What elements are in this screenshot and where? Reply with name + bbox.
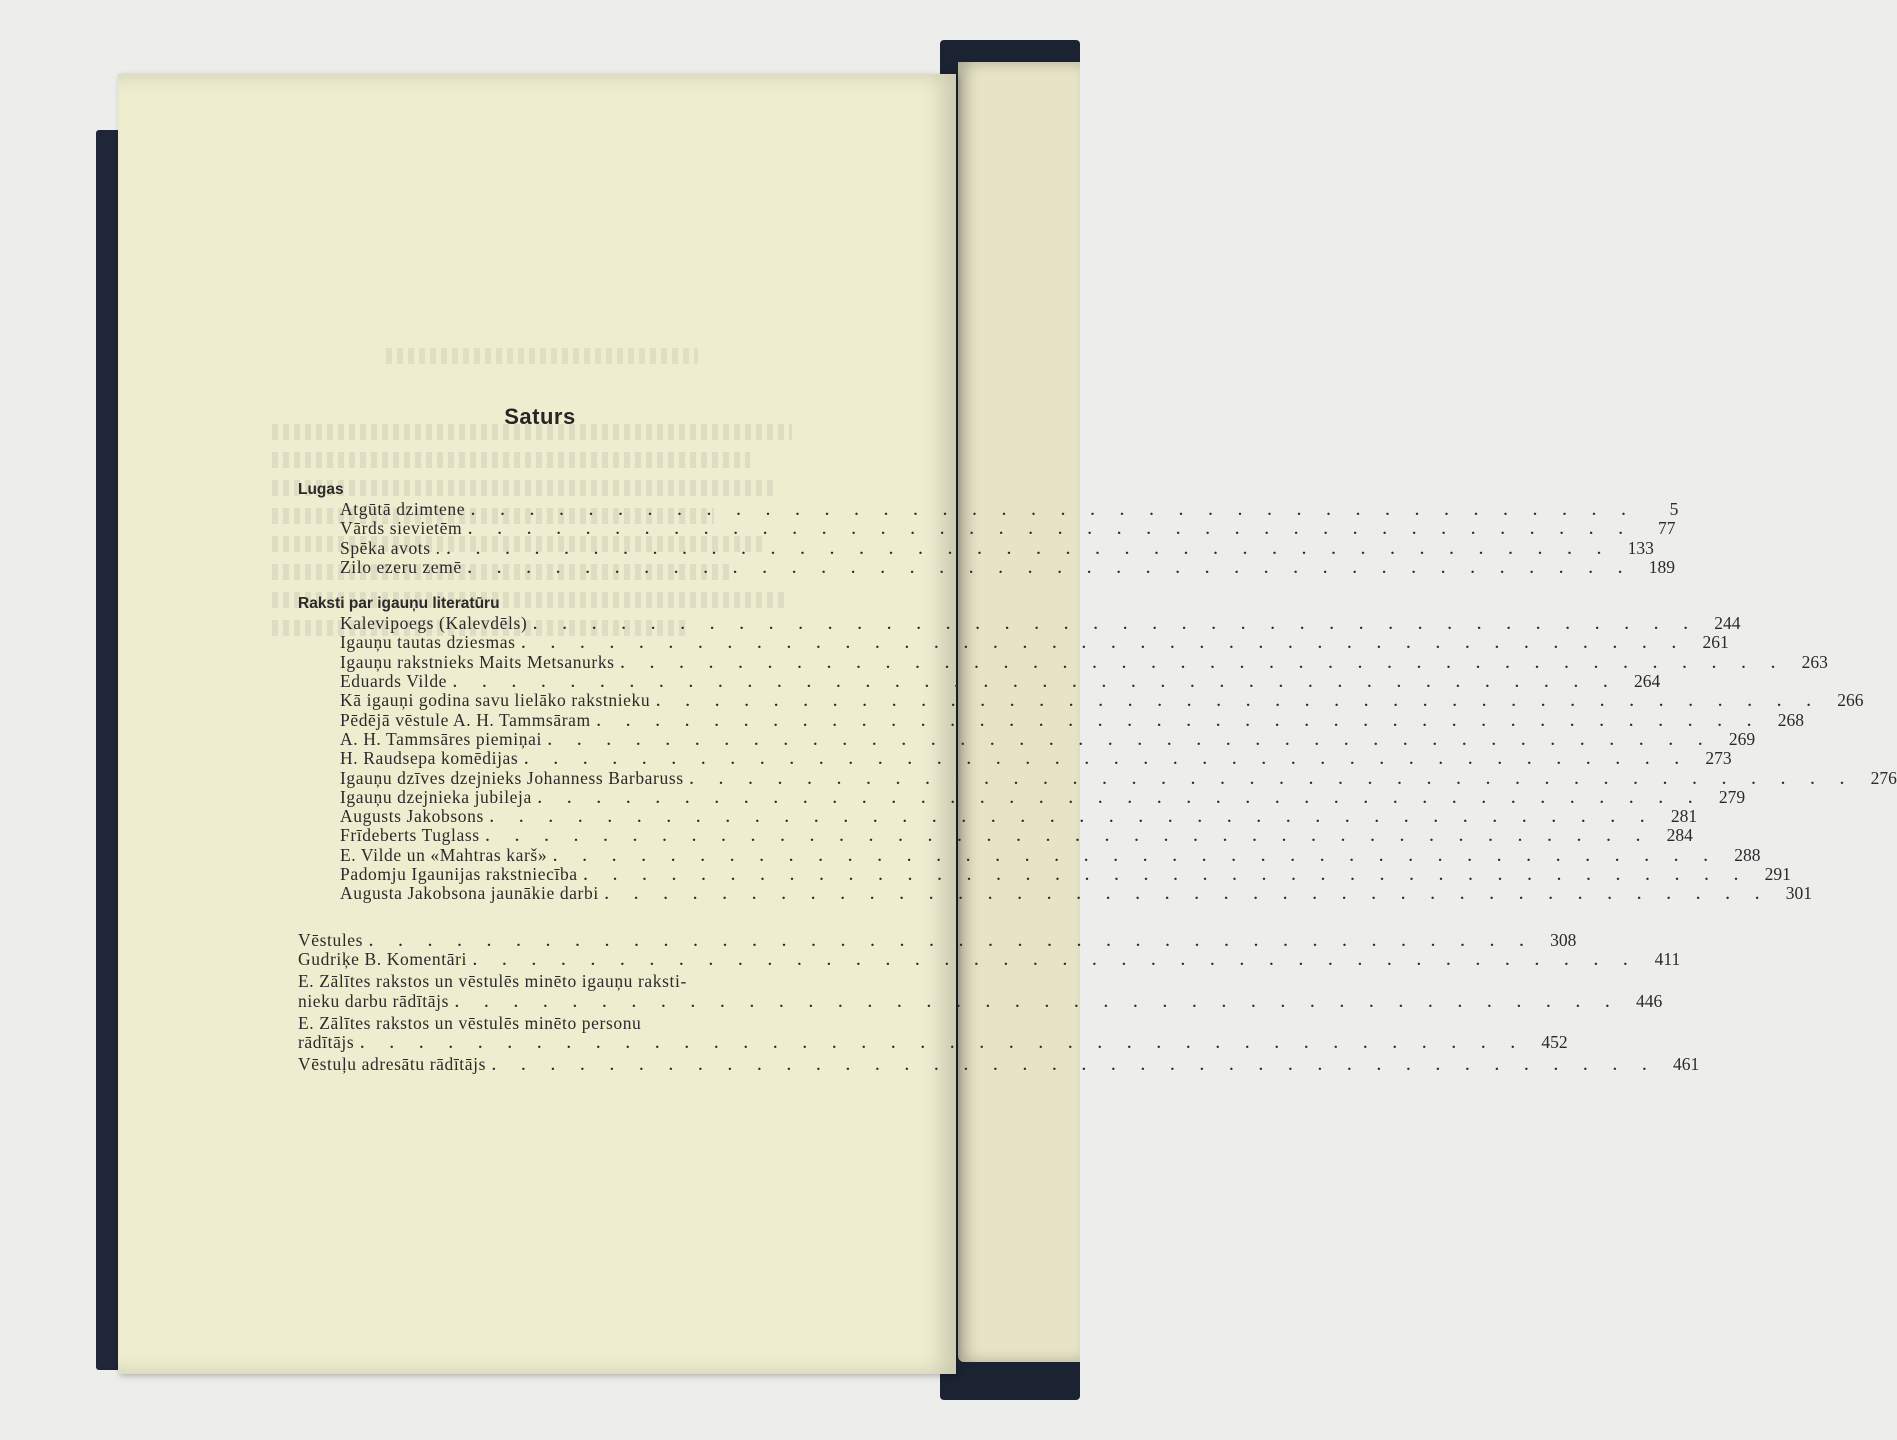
dot-leader: . . . . . . . . . . . . . . . . . . . . . . . . . . . . . . . . . . . . . . . . [620, 655, 1786, 672]
toc-entry [298, 883, 1813, 904]
toc-entry [298, 864, 1791, 885]
toc-entry [298, 537, 1654, 558]
entry-page: 411 [1654, 948, 1681, 969]
entry-title: Kalevipoegs (Kalevdēls) [340, 613, 528, 634]
dot-leader: . . . . . . . . . . . . . . . . . . . . . . . . . . . . . . . . . . . . . . . . [453, 675, 1619, 692]
dot-leader: . . . . . . . . . . . . . . . . . . . . . . . . . . . . . . . . . . . . . . . . [689, 771, 1855, 788]
entry-page: 446 [1635, 990, 1663, 1011]
entry-page: 288 [1734, 844, 1761, 865]
entry-title: Gudriķe B. Komentāri [298, 948, 467, 969]
dot-leader: . . . . . . . . . . . . . . . . . . . . . . . . . . . . . . . . . . . . . . . . [454, 994, 1621, 1011]
toc-entry [298, 948, 1681, 969]
toc-entry [298, 767, 1897, 788]
entry-page: 244 [1714, 613, 1741, 634]
entry-page: 269 [1728, 728, 1756, 749]
entry-title: Atgūtā dzimtene [340, 499, 466, 519]
entry-title: Kā igauņi godina savu lielāko rakstnieku [340, 690, 651, 711]
toc-entry [298, 556, 1675, 577]
dot-leader: . . . . . . . . . . . . . . . . . . . . . . . . . . . . . . . . . . . . . . . . [521, 636, 1687, 653]
dot-leader: . . . . . . . . . . . . . . . . . . . . . . . . . . . . . . . . . . . . . . . . [485, 829, 1651, 846]
dot-leader: . . . . . . . . . . . . . . . . . . . . . . . . . . . . . . . . . . . . . . . . [369, 933, 1535, 950]
entry-title: Igauņu dzīves dzejnieks Johanness Barbaruss [340, 767, 684, 788]
dot-leader: . . . . . . . . . . . . . . . . . . . . . . . . . . . . . . . . . . . . . . . . [656, 694, 1822, 711]
toc-entry [298, 651, 1828, 672]
toc-entry [298, 709, 1804, 730]
dot-leader: . . . . . . . . . . . . . . . . . . . . . . . . . . . . . . . . . . . . . . . . [583, 868, 1749, 885]
dot-leader: . . . . . . . . . . . . . . . . . . . . . . . . . . . . . . . . . . . . . . . . [533, 617, 1699, 634]
toc-entry-first-line: E. Zālītes rakstos un vēstulēs minēto personu [298, 1012, 642, 1033]
dot-leader: . . . . . . . . . . . . . . . . . . . . . . . . . . . . . . . . . . . . . . . . [524, 752, 1690, 769]
toc-entry [298, 748, 1732, 769]
entry-title: Pēdējā vēstule A. H. Tammsāram [340, 709, 591, 730]
entry-page: 264 [1634, 671, 1661, 692]
toc-entry [298, 1032, 1568, 1053]
dot-leader: . . . . . . . . . . . . . . . . . . . . . . . . . . . . . . . . . . . . . . . . [604, 887, 1771, 904]
entry-title: A. H. Tammsāres piemiņai [340, 728, 542, 749]
entry-title: E. Vilde un «Mahtras karš» [340, 844, 548, 865]
toc-entry [298, 613, 1741, 634]
toc-entry [298, 1054, 1700, 1075]
entry-title: Igauņu dzejnieka jubileja [340, 786, 532, 807]
entry-page: 301 [1785, 883, 1813, 904]
entry-page: 133 [1627, 537, 1654, 558]
dot-leader: . . . . . . . . . . . . . . . . . . . . . . . . . . . . . . . . . . . . . . . . [446, 541, 1612, 558]
entry-page: 268 [1777, 709, 1804, 730]
entry-page: 77 [1657, 518, 1676, 539]
entry-page: 281 [1670, 806, 1698, 827]
dot-leader: . . . . . . . . . . . . . . . . . . . . . . . . . . . . . . . . . . . . . . . . [468, 522, 1634, 539]
dot-leader: . . . . . . . . . . . . . . . . . . . . . . . . . . . . . . . . . . . . . . . . [489, 810, 1656, 827]
entry-title: Padomju Igaunijas rakstniecība [340, 864, 578, 885]
entry-page: 261 [1702, 632, 1729, 653]
entry-page: 308 [1550, 929, 1577, 950]
toc-entry [298, 690, 1864, 711]
entry-title: Vārds sievietēm [340, 518, 463, 539]
page-title: Saturs [504, 404, 576, 429]
toc-entry [298, 844, 1761, 865]
entry-page: 461 [1673, 1054, 1700, 1075]
entry-page: 452 [1541, 1032, 1568, 1053]
entry-page: 284 [1666, 825, 1693, 846]
toc-entry [298, 671, 1661, 692]
entry-title: Vēstules [298, 929, 364, 950]
entry-page: 5 [1669, 499, 1679, 519]
dot-leader: . . . . . . . . . . . . . . . . . . . . . . . . . . . . . . . . . . . . . . . . [547, 732, 1714, 749]
entry-page: 266 [1837, 690, 1864, 711]
dot-leader: . . . . . . . . . . . . . . . . . . . . . . . . . . . . . . . . . . . . . . . . [472, 952, 1639, 969]
entry-title: Zilo ezeru zemē [340, 556, 462, 577]
toc-entry-first-line: E. Zālītes rakstos un vēstulēs minēto igauņu raksti- [298, 971, 687, 992]
entry-title: Frīdeberts Tuglass [340, 825, 480, 846]
entry-page: 276 [1870, 767, 1897, 788]
entry-title: Igauņu rakstnieks Maits Metsanurks [340, 651, 615, 672]
section-heading-raksti: Raksti par igauņu literatūru [298, 595, 500, 613]
dot-leader: . . . . . . . . . . . . . . . . . . . . . . . . . . . . . . . . . . . . . . . . [553, 848, 1719, 865]
entry-page: 279 [1718, 786, 1746, 807]
toc-entry [298, 786, 1746, 807]
entry-page: 189 [1648, 556, 1675, 577]
entry-title: Eduards Vilde [340, 671, 448, 692]
entry-page: 263 [1801, 651, 1828, 672]
entry-title: Augusts Jakobsons [340, 806, 484, 827]
toc-entry [298, 728, 1756, 749]
dot-leader: . . . . . . . . . . . . . . . . . . . . . . . . . . . . . . . . . . . . . . . . [537, 790, 1704, 807]
section-heading-lugas: Lugas [298, 481, 344, 498]
toc-entry [298, 518, 1676, 539]
toc-entry [298, 632, 1729, 653]
dot-leader: . . . . . . . . . . . . . . . . . . . . . . . . . . . . . . . . . . . . . . . . [360, 1036, 1526, 1053]
entry-title: Spēka avots . [340, 537, 441, 558]
entry-page: 291 [1764, 864, 1791, 885]
toc-entry [298, 499, 1679, 519]
dot-leader: . . . . . . . . . . . . . . . . . . . . . . . . . . . . . . . . . . . . . . . . [492, 1058, 1658, 1075]
entry-title: H. Raudsepa komēdijas [340, 748, 519, 769]
dot-leader: . . . . . . . . . . . . . . . . . . . . . . . . . . . . . . . . . . . . . . . . [471, 503, 1637, 519]
toc-entry [298, 929, 1577, 950]
dot-leader: . . . . . . . . . . . . . . . . . . . . . . . . . . . . . . . . . . . . . . . . [596, 713, 1762, 730]
toc-entry [298, 806, 1698, 827]
toc-entry [298, 825, 1693, 846]
entry-title: rādītājs [298, 1032, 355, 1053]
entry-title: Igauņu tautas dziesmas [340, 632, 516, 653]
entry-title: Vēstuļu adresātu rādītājs [298, 1054, 487, 1075]
dot-leader: . . . . . . . . . . . . . . . . . . . . . . . . . . . . . . . . . . . . . . . . [467, 560, 1633, 577]
entry-title: nieku darbu rādītājs [298, 990, 449, 1011]
toc-entry [298, 990, 1663, 1011]
table-of-contents [298, 480, 1897, 1075]
entry-title: Augusta Jakobsona jaunākie darbi [340, 883, 599, 904]
entry-page: 273 [1705, 748, 1732, 769]
